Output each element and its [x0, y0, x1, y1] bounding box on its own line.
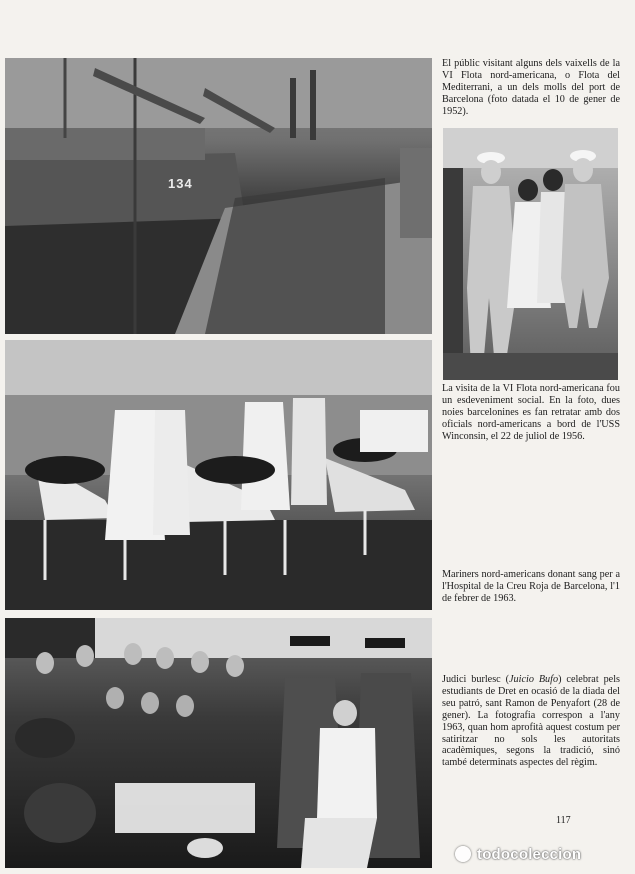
caption-blood-donation: Mariners nord-americans donant sang per a l'Hospital de la Creu Roja de Barcelona, l'1 de febrer de 1963.	[442, 569, 620, 604]
caption-fleet-visit: El públic visitant alguns dels vaixells de la VI Flota nord-americana, o Flota del Mediterrani, a un dels molls del port de Barcelona (foto datada el 10 de gener de 1952).	[442, 58, 620, 117]
photo-harbor-warships	[5, 58, 432, 334]
watermark-text: todocoleccion	[477, 845, 582, 863]
photo-officers-with-women	[443, 128, 618, 380]
ship-hull-number: 134	[168, 176, 193, 191]
caption-social-event: La visita de la VI Flota nord-americana fou un esdeveniment social. En la foto, dues noies barcelonines es fan retratar amb dos oficials nord-americans a bord de l'USS Winconsin, el 22 de juliol de 1956.	[442, 383, 620, 442]
officers-scene	[443, 128, 618, 380]
page-number: 117	[556, 815, 571, 826]
watermark	[455, 840, 627, 868]
caption-mock-trial-intro: Judici burlesc (	[442, 674, 510, 685]
photo-mock-trial	[5, 618, 432, 868]
photo-blood-donation	[5, 340, 432, 610]
caption-mock-trial-rest: ) celebrat pels estudiants de Dret en ocasió de la diada del seu patró, sant Ramon de Penyafort (28 de gener). La fotografia correspon a l'any 1963, quan hom aprofità aquest costum per satiritzar no sols les autoritats acadèmiques, segons la tradició, sinó també determinats aspectes del règim.	[442, 674, 620, 769]
caption-mock-trial-italic: Juicio Bufo	[509, 674, 559, 685]
mock-trial-scene	[5, 618, 432, 868]
todocoleccion-logo-icon	[455, 846, 471, 862]
caption-mock-trial	[442, 674, 620, 769]
blood-donation-scene	[5, 340, 432, 610]
harbor-scene	[5, 58, 432, 334]
